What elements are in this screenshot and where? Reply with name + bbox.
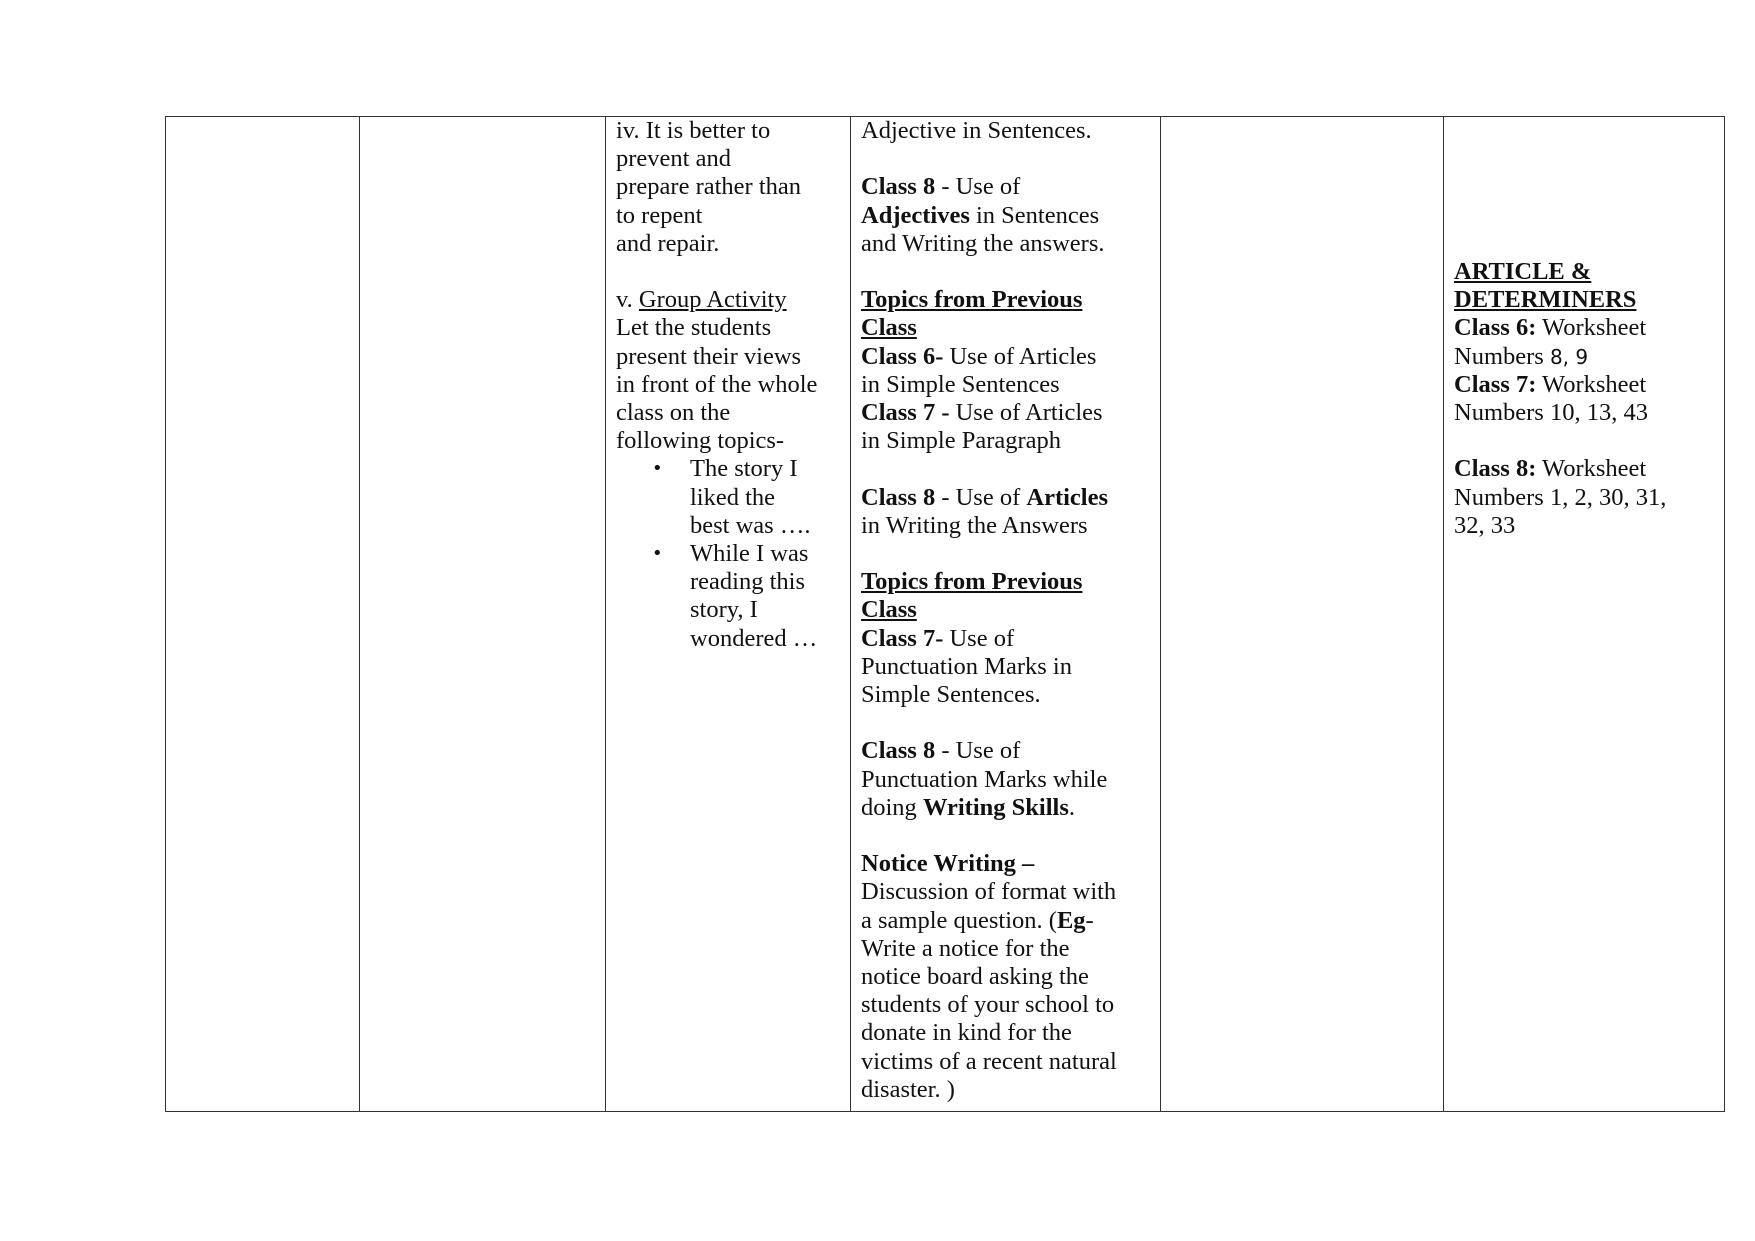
topics-heading: Topics from Previous: [861, 286, 1083, 314]
adjective-class8-line: Class 8 - Use of: [861, 173, 1021, 201]
topics-heading: Topics from Previous: [861, 568, 1083, 596]
item-iv-line: prepare rather than: [616, 173, 801, 201]
list-item: • The story I liked the best was ….: [652, 455, 811, 539]
article-determiners-heading: DETERMINERS: [1454, 286, 1637, 314]
table-row: [166, 117, 1725, 1112]
item-iv-line: iv. It is better to: [616, 117, 771, 144]
punctuation-class7-line: Class 7- Use of: [861, 624, 1015, 652]
worksheet-class6-line: Class 6: Worksheet: [1454, 314, 1647, 342]
articles-class8-line: Class 8 - Use of Articles: [861, 483, 1108, 511]
list-item: • While I was reading this story, I wondered …: [652, 540, 818, 652]
articles-class6-line: Class 6- Use of Articles: [861, 342, 1097, 370]
activities-cell: [606, 117, 851, 1112]
item-v-heading: v. Group Activity: [616, 286, 787, 314]
group-activity-title: Group Activity: [638, 286, 787, 314]
item-iv-line: prevent and: [616, 145, 731, 173]
item-v-line: following topics-: [616, 427, 785, 455]
adjective-line: Adjective in Sentences.: [861, 117, 1092, 144]
topics-heading: Class: [861, 596, 917, 624]
item-v-line: in front of the whole: [616, 370, 818, 398]
item-iv-line: to repent: [616, 201, 703, 229]
item-v-line: present their views: [616, 342, 802, 370]
topics-heading: Class: [861, 314, 917, 342]
cell-empty-5: [1161, 117, 1444, 1112]
notice-writing-title: Notice Writing –: [861, 850, 1035, 878]
cell-empty-2: [360, 117, 606, 1112]
item-iv-line: and repair.: [616, 229, 720, 257]
worksheets-cell: ARTICLE & DETERMINERS Class 6: Worksheet Numbers 8, 9 Class 7: Worksheet Numbers 10, 13, 43 Class 8: Worksheet Numbers 1, 2, 30, 31, 32, 33: [1444, 117, 1725, 1112]
article-determiners-heading: ARTICLE &: [1454, 258, 1592, 285]
punctuation-class8-line: Class 8 - Use of: [861, 737, 1021, 765]
worksheet-class8-line: Class 8: Worksheet: [1454, 455, 1647, 483]
grammar-topics-cell: Adjective in Sentences. Class 8 - Use of Adjectives in Sentences and Writing the answers. Topics from Previous Class Class 6- Use of Articles in Simple Sentences Class 7 - Use of Articles in Simple Paragraph Class 8 - Use of Articles in Writing the Answers Topics from Previous Class Class 7- Use of Punctuation Marks in Simple Sentences. Class 8 - Use of Punctuation Marks while doing Writing Skills. Notice Writing – Discussion of format with a sample question. (Eg- Write a notice for the notice board asking the students of your school to donate in kind for the victims of a recent natural disaster. ): [851, 117, 1161, 1112]
topics-list: [616, 455, 840, 652]
item-v-line: class on the: [616, 399, 731, 427]
bullet-icon: •: [652, 543, 663, 565]
articles-class7-line: Class 7 - Use of Articles: [861, 399, 1103, 426]
item-v-line: Let the students: [616, 314, 772, 342]
lesson-plan-table: [165, 116, 1725, 1112]
cell-empty-1: [166, 117, 360, 1112]
bullet-icon: •: [652, 458, 663, 480]
worksheet-class7-line: Class 7: Worksheet: [1454, 370, 1647, 398]
